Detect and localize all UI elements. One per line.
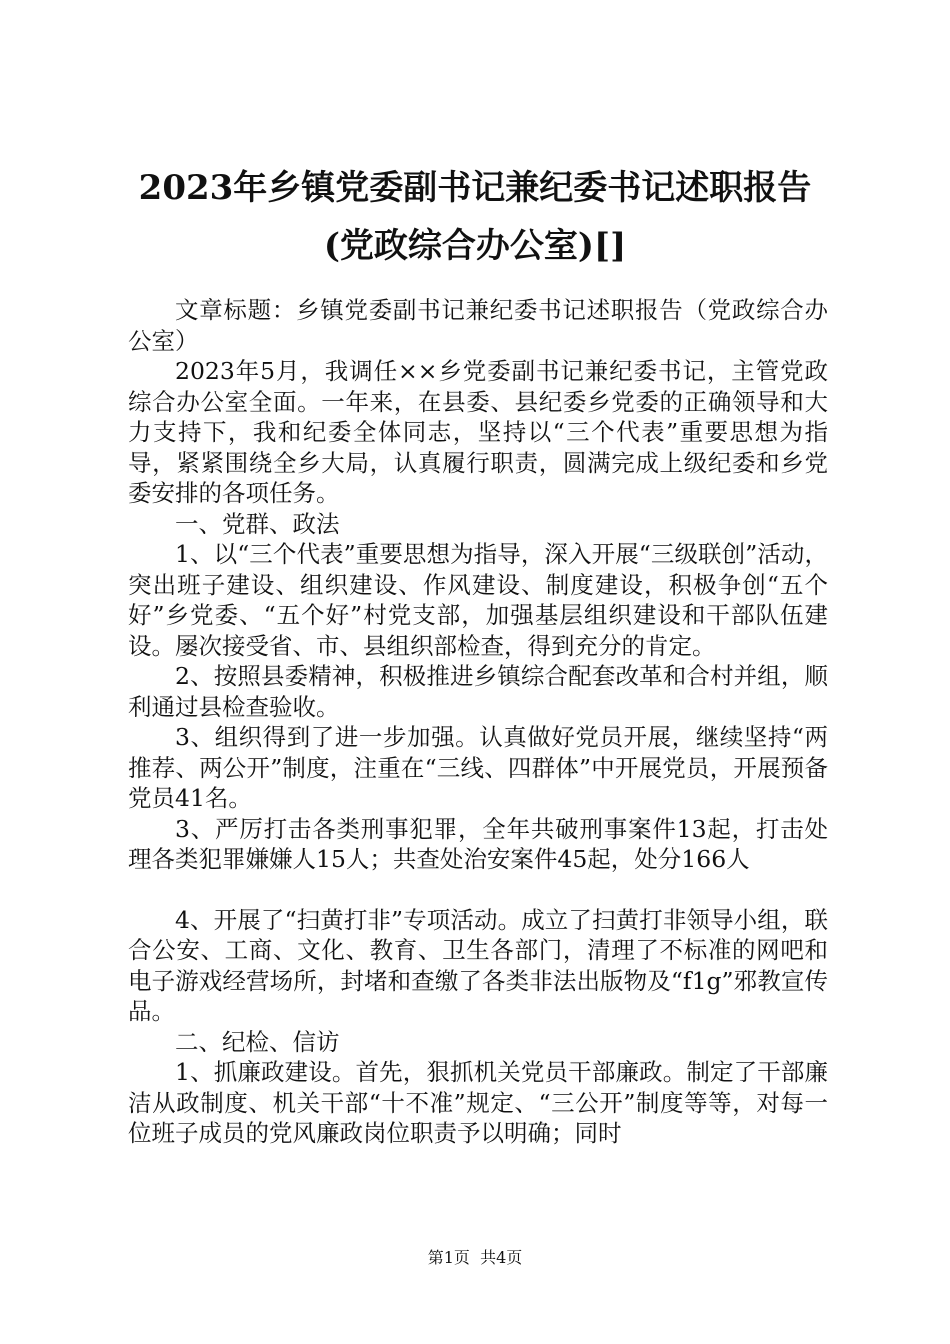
section-heading-party-politics: 一、党群、政法 (175, 509, 340, 538)
paragraph-intro: 2023年5月，我调任××乡党委副书记兼纪委书记，主管党政综合办公室全面。一年来，在县委、县纪委乡党委的正确领导和大力支持下，我和纪委全体同志，坚持以“三个代表”重要思想为指导，紧紧围绕全乡大局，认真履行职责，圆满完成上级纪委和乡党委安排的各项任务。 (128, 357, 828, 507)
paragraph-item-4: 4、开展了“扫黄打非”专项活动。成立了扫黄打非领导小组，联合公安、工商、文化、教育、卫生各部门，清理了不标准的网吧和电子游戏经营场所，封堵和查缴了各类非法出版物及“f1g”邪教宣传品。 (128, 905, 828, 1025)
page-number: 第1页 (427, 1248, 470, 1267)
page-footer (0, 1245, 950, 1268)
document-title-line-1: 2023年乡镇党委副书记兼纪委书记述职报告 (138, 168, 812, 208)
section-heading-discipline: 二、纪检、信访 (175, 1027, 340, 1056)
document-title-line-2: (党政综合办公室)[] (323, 226, 627, 266)
paragraph-item-3-crime: 3、严厉打击各类刑事犯罪，全年共破刑事案件13起，打击处理各类犯罪嫌嫌人15人；共查处治安案件45起，处分166人 (128, 814, 828, 873)
document-body (128, 295, 828, 1149)
page-total: 共4页 (480, 1248, 523, 1267)
paragraph-item-2: 2、按照县委精神，积极推进乡镇综合配套改革和合村并组，顺利通过县检查验收。 (128, 662, 828, 721)
paragraph-item-1: 1、以“三个代表”重要思想为指导，深入开展“三级联创”活动，突出班子建设、组织建设、作风建设、制度建设，积极争创“五个好”乡党委、“五个好”村党支部，加强基层组织建设和干部队伍建设。屡次接受省、市、县组织部检查，得到充分的肯定。 (128, 540, 828, 660)
paragraph-discipline-item-1: 1、抓廉政建设。首先，狠抓机关党员干部廉政。制定了干部廉洁从政制度、机关干部“十不准”规定、“三公开”制度等等，对每一位班子成员的党风廉政岗位职责予以明确；同时 (128, 1058, 828, 1147)
paragraph-item-3-organization: 3、组织得到了进一步加强。认真做好党员开展，继续坚持“两推荐、两公开”制度，注重在“三线、四群体”中开展党员，开展预备党员41名。 (128, 723, 828, 812)
paragraph-article-title: 文章标题：乡镇党委副书记兼纪委书记述职报告（党政综合办公室） (128, 296, 828, 355)
